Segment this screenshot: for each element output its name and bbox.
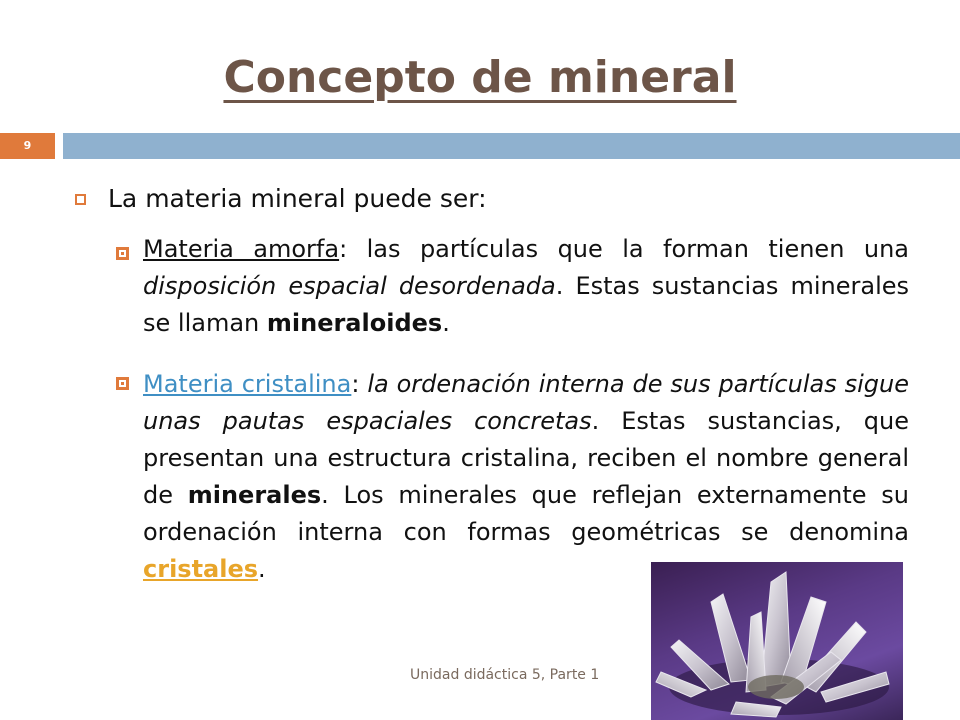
item-amorfa: [143, 231, 909, 342]
square-bullet-icon: [116, 377, 129, 390]
term-mineraloides: mineraloides: [266, 309, 443, 337]
item-end: .: [258, 555, 266, 583]
square-bullet-icon: [116, 247, 129, 260]
crystal-illustration: [651, 562, 903, 720]
slide-title: Concepto de mineral: [223, 52, 737, 103]
slide-number: 9: [23, 139, 32, 152]
item-text: . Estas sustancias, que presentan una estructura cristalina, reciben el nombre general de: [143, 407, 909, 509]
term-amorfa[interactable]: Materia amorfa: [143, 235, 340, 263]
item-italic: disposición espacial desordenada: [143, 272, 556, 300]
separator: :: [351, 370, 360, 398]
item-end: .: [442, 309, 450, 337]
item-italic: la ordenación interna de sus partículas sigue unas pautas espaciales concretas: [143, 370, 909, 435]
item-text: . Estas sustancias minerales se llaman: [143, 272, 910, 337]
item-cristalina: [143, 366, 909, 588]
cristales-link[interactable]: cristales: [143, 555, 259, 583]
item-text: . Los minerales que reflejan externamente su ordenación interna con formas geométricas se denomina: [143, 481, 909, 546]
term-cristalina-link[interactable]: Materia cristalina: [143, 370, 352, 398]
bullet-level1-text: La materia mineral puede ser:: [108, 184, 487, 213]
term-minerales: minerales: [187, 481, 322, 509]
quartz-crystal-image: [651, 562, 903, 720]
square-bullet-icon: [75, 194, 86, 205]
header-bar: [63, 133, 960, 159]
item-text: las partículas que la forman tienen una: [347, 235, 909, 263]
footer-text: Unidad didáctica 5, Parte 1: [410, 667, 600, 683]
separator: :: [339, 235, 348, 263]
